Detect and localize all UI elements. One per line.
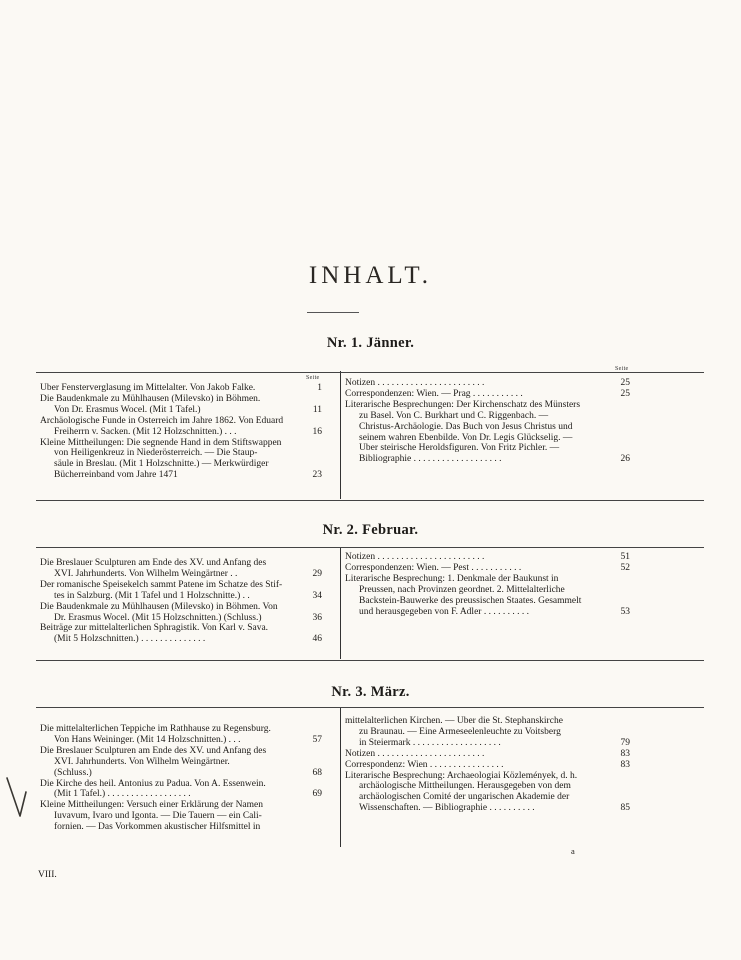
- toc-entry: [40, 623, 322, 645]
- toc-entry-line: Iuvavum, Ivaro und Igonta. — Die Tauern — ein Cali-: [54, 811, 262, 822]
- toc-entry: [345, 749, 630, 760]
- toc-page-number: 1: [317, 383, 322, 393]
- toc-entry: [40, 724, 322, 746]
- toc-entry-line: Die Baudenkmale zu Mühlhausen (Milevsko) in Böhmen.: [40, 393, 261, 404]
- signature-mark: a: [571, 846, 575, 856]
- toc-page-number: 34: [312, 590, 322, 601]
- toc-entry-line: archäologischen Comité der ungarischen Akademie der: [359, 792, 570, 803]
- section-rule: [36, 547, 704, 548]
- toc-entry: [40, 779, 322, 801]
- page-label-left: Seite: [306, 375, 320, 381]
- toc-entry-line: Die Kirche des heil. Antonius zu Padua. Von A. Essenwein.: [40, 778, 266, 789]
- toc-page-number: 36: [312, 612, 322, 623]
- toc-page-number: 57: [312, 734, 322, 745]
- toc-entry-line: XVI. Jahrhunderts. Von Wilhelm Weingärtner . .: [54, 568, 238, 579]
- toc-entry: [40, 394, 322, 416]
- toc-entry-line: Correspondenz: Wien . . . . . . . . . . . . . . . .: [345, 759, 504, 770]
- section-heading-jaenner: Nr. 1. Jänner.: [326, 335, 415, 351]
- toc-entry-line: Bücherreinband vom Jahre 1471: [54, 470, 178, 481]
- toc-entry: [345, 760, 630, 771]
- toc-column-left: [40, 558, 322, 645]
- toc-entry: [40, 416, 322, 438]
- toc-entry-line: mittelalterlichen Kirchen. — Über die St. Stephanskirche: [345, 716, 563, 726]
- toc-entry-line: in Steiermark . . . . . . . . . . . . . . . . . . .: [359, 737, 501, 748]
- toc-entry: [40, 746, 322, 779]
- section-rule: [36, 707, 704, 708]
- toc-entry: [345, 389, 630, 400]
- column-divider: [340, 547, 341, 659]
- toc-entry-line: Wissenschaften. — Bibliographie . . . . . . . . . .: [359, 803, 535, 814]
- toc-page-number: 85: [620, 803, 630, 814]
- toc-entry: [40, 383, 322, 394]
- toc-entry-line: Notizen . . . . . . . . . . . . . . . . . . . . . . .: [345, 378, 485, 388]
- toc-page-number: 69: [312, 789, 322, 800]
- toc-entry: [40, 800, 322, 833]
- toc-entry-line: Literarische Besprechung: 1. Denkmale der Baukunst in: [345, 573, 559, 584]
- toc-entry-line: Literarische Besprechungen: Der Kirchenschatz des Münsters: [345, 399, 581, 410]
- toc-entry-line: Christus-Archäologie. Das Buch von Jesus Christus und: [359, 421, 573, 432]
- toc-entry: [345, 716, 630, 749]
- toc-page-number: 79: [620, 737, 630, 748]
- toc-entry-line: Beiträge zur mittelalterlichen Sphragistik. Von Karl v. Sava.: [40, 623, 269, 634]
- toc-entry-line: (Mit 5 Holzschnitten.) . . . . . . . . . . . . . .: [54, 634, 206, 645]
- toc-entry-line: Correspondenzen: Wien. — Pest . . . . . . . . . . .: [345, 562, 522, 573]
- toc-entry-line: archäologische Mittheilungen. Herausgegeben von dem: [359, 781, 571, 792]
- toc-page-number: 46: [312, 634, 322, 645]
- toc-entry: [40, 558, 322, 580]
- toc-entry-line: Backstein-Bauwerke des preussischen Staates. Gesammelt: [359, 595, 582, 606]
- toc-page-number: 52: [620, 562, 630, 573]
- toc-entry-line: Archäologische Funde in Österreich im Jahre 1862. Von Eduard: [40, 415, 284, 426]
- section-rule: [36, 660, 704, 661]
- toc-entry: [345, 400, 630, 465]
- toc-entry-line: Die Breslauer Sculpturen am Ende des XV. und Anfang des: [40, 745, 267, 756]
- section-heading-maerz: Nr. 3. März.: [331, 684, 410, 700]
- toc-page-number: 16: [312, 426, 322, 437]
- toc-entry-line: zu Braunau. — Eine Armeseelenleuchte zu Voitsberg: [359, 726, 561, 737]
- column-divider: [340, 707, 341, 847]
- title-underline: [307, 312, 359, 313]
- toc-entry: [345, 563, 630, 574]
- toc-page-number: 23: [312, 470, 322, 481]
- toc-entry: [40, 602, 322, 624]
- toc-entry-line: Notizen . . . . . . . . . . . . . . . . . . . . . . .: [345, 748, 485, 759]
- toc-entry: [40, 580, 322, 602]
- toc-column-right: [345, 552, 630, 617]
- toc-entry-line: (Mit 1 Tafel.) . . . . . . . . . . . . . . . . . .: [54, 789, 191, 800]
- toc-column-left: [40, 383, 322, 481]
- toc-entry-line: zu Basel. Von C. Burkhart und C. Riggenbach. —: [359, 410, 549, 421]
- toc-column-left: [40, 724, 322, 833]
- toc-entry-line: Die Baudenkmale zu Mühlhausen (Milevsko) in Böhmen. Von: [40, 601, 278, 612]
- section-rule: [36, 500, 704, 501]
- toc-entry-line: und herausgegeben von F. Adler . . . . . . . . . .: [359, 606, 529, 617]
- toc-page-number: 25: [620, 388, 630, 399]
- toc-page-number: 26: [620, 454, 630, 465]
- toc-entry: [345, 771, 630, 815]
- toc-entry-line: Der romanische Speisekelch sammt Patene im Schatze des Stif-: [40, 579, 283, 590]
- toc-page-number: 29: [312, 568, 322, 579]
- toc-entry-line: Die Breslauer Sculpturen am Ende des XV. und Anfang des: [40, 558, 267, 568]
- toc-page-number: 68: [312, 767, 322, 778]
- toc-entry-line: Von Hans Weininger. (Mit 14 Holzschnitten.) . . .: [54, 734, 241, 745]
- page-label-right: Seite: [615, 366, 629, 372]
- toc-entry-line: von Heiligenkreuz in Niederösterreich. — Die Staup-: [54, 448, 258, 459]
- toc-page-number: 53: [620, 606, 630, 617]
- toc-page-number: 83: [620, 748, 630, 759]
- toc-page-number: 83: [620, 759, 630, 770]
- toc-column-right: [345, 716, 630, 814]
- volume-number: VIII.: [38, 870, 57, 880]
- toc-page-number: 11: [312, 404, 322, 415]
- toc-entry-line: seinem wahren Ebenbilde. Von Dr. Legis Glückselig. —: [359, 432, 573, 443]
- toc-entry: [40, 438, 322, 482]
- page-title: INHALT.: [308, 262, 433, 289]
- section-rule: [36, 372, 704, 373]
- toc-entry-line: Über steirische Heroldsfiguren. Von Fritz Pichler. —: [359, 443, 560, 454]
- toc-column-right: [345, 378, 630, 465]
- toc-entry-line: Literarische Besprechung: Archaeologiai Közlemények, d. h.: [345, 770, 578, 781]
- toc-entry-line: Preussen, nach Provinzen geordnet. 2. Mittelalterliche: [359, 584, 565, 595]
- toc-entry-line: XVI. Jahrhunderts. Von Wilhelm Weingärtner.: [54, 756, 230, 767]
- toc-entry-line: Die mittelalterlichen Teppiche im Rathhause zu Regensburg.: [40, 724, 271, 734]
- toc-entry-line: (Schluss.): [54, 767, 92, 778]
- toc-entry-line: Kleine Mittheilungen: Die segnende Hand in dem Stiftswappen: [40, 437, 282, 448]
- toc-entry-line: säule in Breslau. (Mit 1 Holzschnitte.) — Merkwürdiger: [54, 459, 269, 470]
- toc-entry-line: Kleine Mittheilungen: Versuch einer Erklärung der Namen: [40, 800, 264, 811]
- toc-entry: [345, 378, 630, 389]
- section-heading-februar: Nr. 2. Februar.: [322, 522, 419, 538]
- toc-entry-line: Über Fensterverglasung im Mittelalter. Von Jakob Falke.: [40, 383, 256, 393]
- toc-page-number: 25: [620, 378, 630, 388]
- toc-entry-line: Dr. Erasmus Wocel. (Mit 15 Holzschnitten.) (Schluss.): [54, 612, 262, 623]
- toc-entry-line: fornien. — Das Vorkommen akustischer Hilfsmittel in: [54, 822, 261, 833]
- toc-entry-line: Bibliographie . . . . . . . . . . . . . . . . . . .: [359, 454, 502, 465]
- toc-entry-line: tes in Salzburg. (Mit 1 Tafel und 1 Holzschnitte.) . .: [54, 590, 250, 601]
- toc-entry-line: Correspondenzen: Wien. — Prag . . . . . . . . . . .: [345, 388, 523, 399]
- toc-entry-line: Von Dr. Erasmus Wocel. (Mit 1 Tafel.): [54, 404, 201, 415]
- column-divider: [340, 371, 341, 499]
- pencil-mark-icon: [4, 776, 30, 824]
- toc-page-number: 51: [620, 552, 630, 562]
- toc-entry-line: Notizen . . . . . . . . . . . . . . . . . . . . . . .: [345, 552, 485, 562]
- toc-entry: [345, 552, 630, 563]
- toc-entry-line: Freiherrn v. Sacken. (Mit 12 Holzschnitten.) . . .: [54, 426, 237, 437]
- toc-entry: [345, 574, 630, 618]
